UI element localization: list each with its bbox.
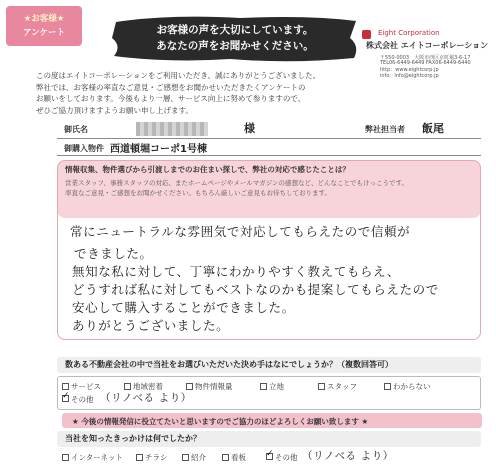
honorific: 様 (244, 122, 255, 135)
option-flyer[interactable] (136, 452, 168, 463)
option-label: スタッフ (327, 382, 357, 391)
checkbox-checked-icon[interactable] (266, 453, 273, 460)
option-label: 看板 (231, 453, 246, 462)
intro-line: お願いをしております。今後もより一層、サービス向上に努めて参りますので、 (36, 94, 306, 103)
cooperation-banner: ★ 今後の情報発信に役立てたいと思いますのでご協力のほどよろしくお願い致します ★ (62, 413, 482, 428)
option-listings[interactable] (186, 381, 233, 392)
intro-line: 弊社では、お客様の率直なご意見・ご感想をお聞かせいただきたくアンケートの (36, 82, 306, 92)
option-staff[interactable] (318, 381, 357, 392)
feedback-heading: 情報収集、物件選びから引渡しまでのお住まい探しで、弊社の対応で感じたことは？ (65, 165, 350, 174)
checkbox-icon[interactable] (124, 383, 131, 390)
checkbox-icon[interactable] (62, 383, 69, 390)
checkbox-icon[interactable] (318, 383, 325, 390)
checkbox-icon[interactable] (62, 454, 69, 461)
option-label: 物件情報量 (195, 382, 233, 391)
option-label: その他 (275, 453, 298, 462)
option-label: サービス (71, 382, 101, 391)
option-label: わからない (393, 382, 431, 391)
banner-line-1: お客様の声を大切にしています。 (156, 24, 314, 36)
handwritten-line: どうすれば私に対してもベストなのかも提案してもらえたので (72, 282, 439, 297)
company-logo-icon (362, 30, 371, 39)
option-label: その他 (71, 395, 94, 404)
banner-line-2: あなたの声をお聞かせください。 (156, 40, 314, 52)
staff-name: 飯尾 (422, 122, 444, 135)
option-signboard[interactable] (222, 452, 246, 463)
handwritten-line: ありがとうございました。 (72, 318, 230, 333)
survey-badge (6, 6, 82, 46)
property-label: 御購入物件 (64, 144, 104, 153)
checkbox-icon[interactable] (222, 454, 229, 461)
checkbox-icon[interactable] (136, 454, 143, 461)
option-label: 紹介 (191, 453, 206, 462)
other-answer: （リノベる より） (100, 392, 192, 404)
company-name-en: Eight Corporation (378, 29, 440, 37)
handwritten-line: 安心して購入することができました。 (72, 300, 295, 315)
feedback-instructions (65, 178, 475, 198)
checkbox-icon[interactable] (186, 383, 193, 390)
checkbox-icon[interactable] (260, 383, 267, 390)
option-internet[interactable] (62, 452, 123, 463)
property-divider (57, 155, 481, 156)
checkbox-icon[interactable] (384, 383, 391, 390)
header-banner (110, 12, 360, 64)
option-label: チラシ (145, 453, 168, 462)
question-selection-reason: 数ある不動産会社の中で当社をお選びいただいた決め手はなにでしょうか？（複数回答可） (57, 357, 481, 373)
name-divider (57, 138, 481, 139)
checkbox-checked-icon[interactable] (62, 395, 69, 402)
option-label: 立地 (269, 382, 284, 391)
company-website: http：www.eightcorp.jp (380, 67, 439, 73)
intro-text (36, 70, 476, 116)
option-location[interactable] (260, 381, 284, 392)
handwritten-line: できました。 (74, 246, 153, 261)
option-unknown[interactable] (384, 381, 431, 392)
option-other-source[interactable] (266, 452, 298, 463)
intro-line: ぜひご協力頂けますようお願い申し上げます。 (36, 105, 193, 115)
company-address: 〒550-0003 大阪市西区京町堀3-6-17 (380, 55, 471, 61)
badge-title: ★お客様★ (23, 14, 65, 24)
staff-label: 弊社担当者 (365, 125, 405, 134)
question-discovery: 当社を知ったきっかけは何でしたか？ (57, 431, 481, 447)
checkbox-icon[interactable] (182, 454, 189, 461)
option-referral[interactable] (182, 452, 206, 463)
handwritten-line: 常にニュートラルな雰囲気で対応してもらえたので信頼が (70, 224, 411, 239)
intro-line: この度はエイトコーポレーションをご利用いただき、誠にありがとうございました。 (36, 71, 321, 80)
company-email: info：info@eightcorp.jp (380, 73, 439, 79)
instruction-line: 営業スタッフ、事務スタッフの対応、またホームページやメールマガジンの感想など、どんなことでもけっこうです。 (65, 179, 409, 187)
redacted-customer-name (136, 122, 208, 136)
option-label: インターネット (71, 453, 123, 462)
badge-subtitle: アンケート (23, 28, 65, 38)
handwritten-line: 無知な私に対して、丁寧にわかりやすく教えてもらえ、 (72, 264, 401, 279)
option-label: 地域密着 (133, 382, 163, 391)
property-name: 西道頓堀コーポ1号棟 (110, 144, 207, 155)
company-phone: TEL06-6449-6449 FAX06-6449-6440 (380, 60, 471, 66)
company-name-jp: 株式会社 エイトコーポレーション (366, 41, 489, 50)
other-source-answer: （リノベる より） (302, 450, 394, 462)
instruction-line: 率直なご意見・ご感想をお聞かせください。もちろん厳しいご意見もお待ちしております。 (65, 189, 331, 197)
option-other[interactable] (62, 394, 94, 405)
name-label: 御氏名 (64, 125, 88, 134)
